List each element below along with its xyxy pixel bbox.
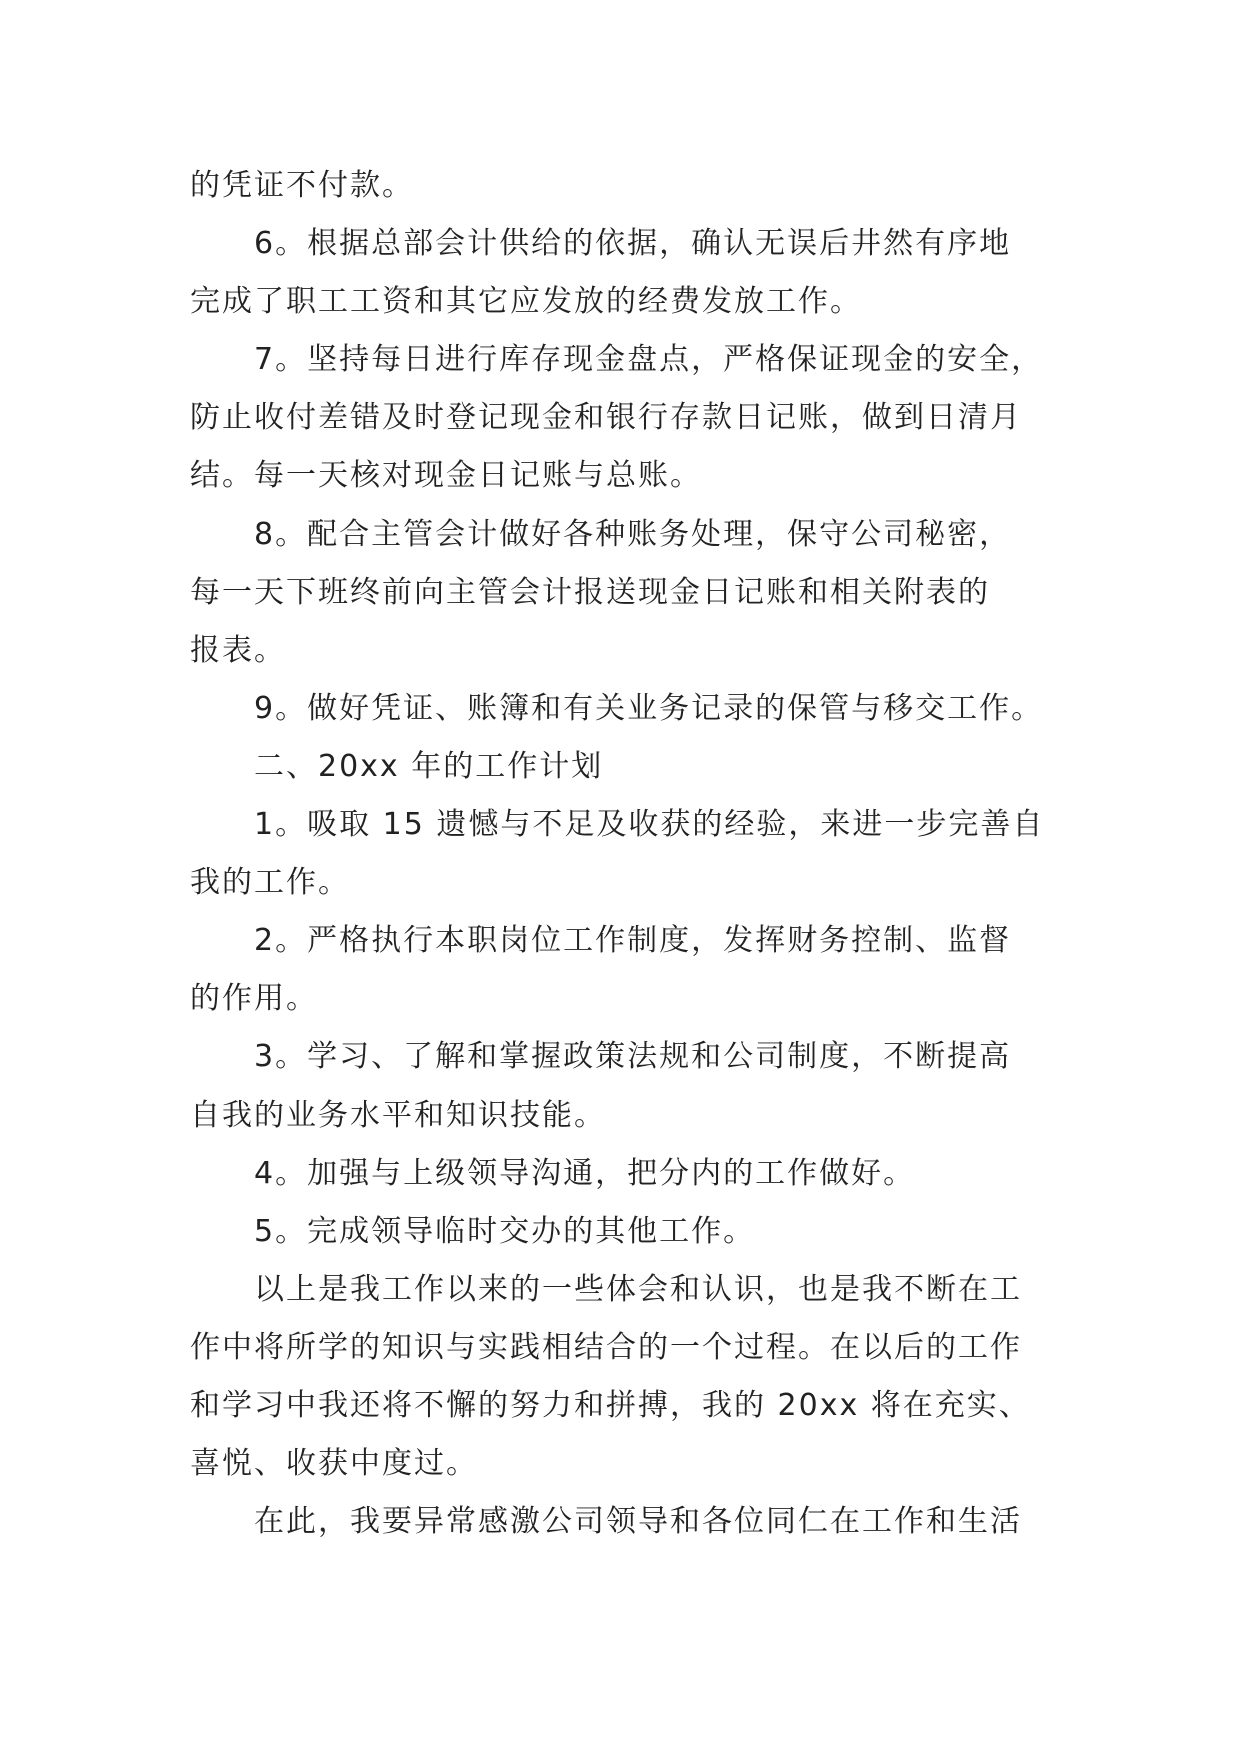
text-line: 的作用。	[190, 981, 318, 1017]
text-line: 每一天下班终前向主管会计报送现金日记账和相关附表的	[190, 574, 990, 610]
text-line: 9。做好凭证、账簿和有关业务记录的保管与移交工作。	[254, 690, 1044, 726]
paragraph	[190, 1145, 1070, 1203]
text-line: 2。严格执行本职岗位工作制度，发挥财务控制、监督	[254, 923, 1012, 959]
text-line: 的凭证不付款。	[190, 168, 414, 203]
text-line: 喜悦、收获中度过。	[190, 1446, 478, 1482]
text-line: 5。完成领导临时交办的其他工作。	[254, 1213, 756, 1249]
paragraph	[190, 1203, 1070, 1261]
paragraph	[190, 796, 1070, 912]
text-line: 二、20xx 年的工作计划	[254, 748, 604, 784]
paragraph	[190, 912, 1070, 1028]
text-line: 作中将所学的知识与实践相结合的一个过程。在以后的工作	[190, 1329, 1022, 1365]
text-line: 报表。	[190, 632, 286, 668]
text-line: 结。每一天核对现金日记账与总账。	[190, 458, 702, 494]
document-body	[190, 157, 1070, 1551]
paragraph	[190, 157, 1070, 215]
paragraph	[190, 738, 1070, 796]
paragraph	[190, 1493, 1070, 1551]
text-line: 1。吸取 15 遗憾与不足及收获的经验，来进一步完善自	[254, 807, 1045, 843]
text-line: 完成了职工工资和其它应发放的经费发放工作。	[190, 284, 862, 320]
text-line: 防止收付差错及时登记现金和银行存款日记账，做到日清月	[190, 400, 1022, 436]
paragraph	[190, 680, 1070, 738]
text-line: 和学习中我还将不懈的努力和拼搏，我的 20xx 将在充实、	[190, 1387, 1031, 1423]
text-line: 以上是我工作以来的一些体会和认识，也是我不断在工	[254, 1271, 1022, 1307]
paragraph	[190, 215, 1070, 331]
text-line: 3。学习、了解和掌握政策法规和公司制度，不断提高	[254, 1039, 1012, 1075]
paragraph	[190, 506, 1070, 680]
text-line: 8。配合主管会计做好各种账务处理，保守公司秘密，	[254, 516, 1012, 552]
text-line: 自我的业务水平和知识技能。	[190, 1097, 606, 1133]
text-line: 7。坚持每日进行库存现金盘点，严格保证现金的安全，	[254, 342, 1044, 378]
text-line: 6。根据总部会计供给的依据，确认无误后井然有序地	[254, 226, 1012, 262]
text-line: 在此，我要异常感激公司领导和各位同仁在工作和生活	[254, 1504, 1022, 1540]
paragraph	[190, 1261, 1070, 1493]
paragraph	[190, 331, 1070, 505]
text-line: 4。加强与上级领导沟通，把分内的工作做好。	[254, 1155, 916, 1191]
paragraph	[190, 1028, 1070, 1144]
text-line: 我的工作。	[190, 865, 350, 901]
